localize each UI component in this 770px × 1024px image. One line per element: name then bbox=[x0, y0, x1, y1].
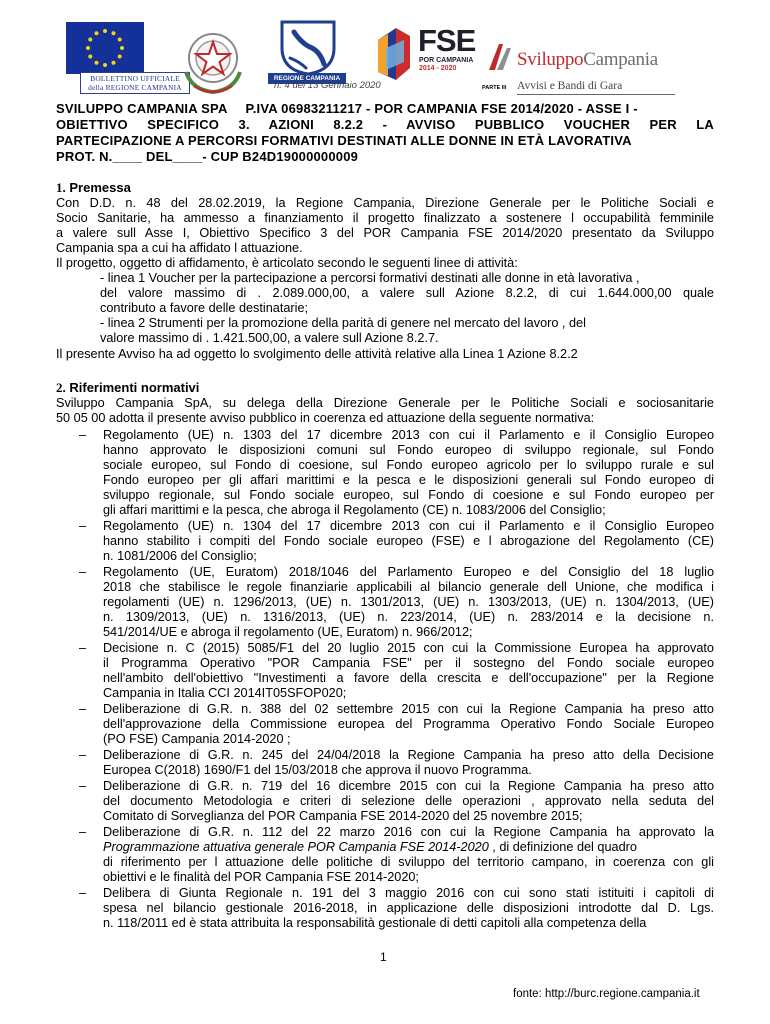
italian-republic-emblem-icon bbox=[172, 22, 254, 98]
page-header bbox=[0, 0, 770, 96]
paragraph-line: - linea 2 Strumenti per la promozione della parità di genere nel mercato del lavoro , del bbox=[100, 316, 586, 330]
paragraph-line: - linea 1 Voucher per la partecipazione a percorsi formativi destinati alle donne in età lavorativa , bbox=[100, 271, 640, 285]
list-item-line: regolamenti (UE) n. 1296/2013, (UE) n. 1301/2013, (UE) n. 1303/2013, (UE) n. 1304/2013, (UE) bbox=[103, 595, 714, 609]
list-item-line: il Programma Operativo "POR Campania FSE" per il sostegno del Fondo sociale europeo bbox=[103, 656, 714, 670]
list-bullet: – bbox=[79, 641, 87, 655]
list-item-line: n. 1081/2006 del Consiglio; bbox=[103, 549, 257, 563]
parte-label: PARTE III bbox=[482, 85, 507, 91]
list-item-line: Fondo europeo per gli affari marittimi e la pesca e le disposizioni generali sul Fondo europeo di bbox=[103, 473, 714, 487]
section-number: 2. bbox=[56, 380, 66, 395]
list-bullet: – bbox=[79, 825, 87, 839]
paragraph-line: Il progetto, oggetto di affidamento, è articolato secondo le seguenti linee di attività: bbox=[56, 256, 518, 270]
paragraph-line: a valere sull Asse I, Obiettivo Specifico 3 del POR Campania FSE 2014/2020 presentato da Sviluppo bbox=[56, 226, 714, 240]
bollettino-line2: della REGIONE CAMPANIA bbox=[88, 83, 182, 92]
list-item-line bbox=[103, 840, 714, 855]
fse-title: FSE bbox=[418, 23, 476, 58]
title-line-2: OBIETTIVO SPECIFICO 3. AZIONI 8.2.2 - AVVISO PUBBLICO VOUCHER PER LA bbox=[56, 117, 714, 132]
campania-word: Campania bbox=[583, 49, 658, 70]
paragraph-line: valore massimo di . 1.421.500,00, a valere sull Azione 8.2.7. bbox=[100, 331, 439, 345]
list-item-line: Deliberazione di G.R. n. 112 del 22 marzo 2016 con cui la Regione Campania ha approvato la bbox=[103, 825, 714, 839]
fse-logo-mark-icon bbox=[374, 22, 414, 84]
paragraph-line: del valore massimo di . 2.089.000,00, a valere sull Azione 8.2.2, di cui 1.644.000,00 quale bbox=[100, 286, 714, 300]
list-bullet: – bbox=[79, 748, 87, 762]
fse-subtitle: POR CAMPANIA bbox=[419, 57, 474, 64]
list-item-line: sociale europeo, sul Fondo di coesione, sul Fondo europeo agricolo per lo sviluppo rurale e sul bbox=[103, 458, 714, 472]
list-item-line: (PO FSE) Campania 2014-2020 ; bbox=[103, 732, 291, 746]
sviluppo-word: Sviluppo bbox=[517, 49, 584, 70]
bollettino-line1: BOLLETTINO UFFICIALE bbox=[90, 74, 180, 83]
regione-campania-label: REGIONE CAMPANIA bbox=[268, 73, 346, 84]
title-company: SVILUPPO CAMPANIA SPA bbox=[56, 101, 228, 116]
list-item-line: spesa nel bilancio gestionale 2016-2018, in applicazione delle disposizioni introdotte dal D. Lgs. bbox=[103, 901, 714, 915]
sviluppo-campania-logo-text bbox=[517, 49, 658, 71]
list-item-line: Decisione n. C (2015) 5085/F1 del 20 luglio 2015 con cui la Commissione Europea ha approvato bbox=[103, 641, 714, 655]
paragraph-line: Il presente Avviso ha ad oggetto lo svolgimento delle attività relative alla Linea 1 Azione 8.2.2 bbox=[56, 347, 578, 361]
italic-document-title: Programmazione attuativa generale POR Campania FSE 2014-2020 bbox=[103, 840, 489, 854]
section-title: Premessa bbox=[69, 180, 131, 195]
list-item-line: Deliberazione di G.R. n. 719 del 16 dicembre 2015 con cui la Regione Campania ha preso atto bbox=[103, 779, 714, 793]
list-item-line: Campania in Italia CCI 2014IT05SFOP020; bbox=[103, 686, 347, 700]
list-item-line: n. 1309/2013, (UE) n. 1316/2013, (UE) n. 223/2014, (UE) n. 283/2014 e la decisione n. bbox=[103, 610, 714, 624]
section-title: Riferimenti normativi bbox=[69, 380, 200, 395]
title-line-1 bbox=[56, 101, 714, 116]
list-item-line: hanno approvato le disposizioni comuni sul Fondo europeo di sviluppo regionale, sul Fondo bbox=[103, 443, 714, 457]
title-line-4: PROT. N.____ DEL____- CUP B24D19000000009 bbox=[56, 149, 359, 164]
sviluppo-campania-mark-icon bbox=[487, 42, 515, 72]
list-item-line: obiettivi e le finalità del POR Campania FSE 2014-2020; bbox=[103, 870, 419, 884]
list-item-line: Comitato di Sorveglianza del POR Campania FSE 2014-2020 del 25 novembre 2015; bbox=[103, 809, 583, 823]
list-item-line: nell'ambito dell'obiettivo "Investimenti a favore della crescita e dell'occupazione" per la Regione bbox=[103, 671, 714, 685]
regione-campania-logo-icon bbox=[272, 18, 344, 76]
eu-flag-icon bbox=[66, 22, 144, 74]
section-heading bbox=[56, 380, 714, 395]
list-item-line: 2018 che stabilisce le regole finanziarie applicabili al bilancio generale dell Unione, che modifica i bbox=[103, 580, 714, 594]
list-bullet: – bbox=[79, 702, 87, 716]
fse-period: 2014 - 2020 bbox=[419, 65, 457, 72]
paragraph-line: Con D.D. n. 48 del 28.02.2019, la Regione Campania, Direzione Generale per le Politiche Sociali e bbox=[56, 196, 714, 210]
paragraph-line: Sviluppo Campania SpA, su delega della Direzione Generale per le Politiche Sociali e sociosanitarie bbox=[56, 396, 714, 410]
section-heading bbox=[56, 180, 714, 195]
avvisi-label: Avvisi e Bandi di Gara bbox=[517, 80, 623, 92]
list-item-line: n. 118/2011 ed è stata attribuita la responsabilità gestionale di detti capitoli alla competenza della bbox=[103, 916, 647, 930]
list-bullet: – bbox=[79, 565, 87, 579]
header-divider bbox=[517, 94, 675, 95]
italic-line-rest: , di definizione del quadro bbox=[488, 840, 637, 854]
paragraph-line: 50 05 00 adotta il presente avviso pubblico in coerenza ed attuazione della seguente normativa: bbox=[56, 411, 595, 425]
title-line-3: PARTECIPAZIONE A PERCORSI FORMATIVI DESTINATI ALLE DONNE IN ETÀ LAVORATIVA bbox=[56, 133, 632, 148]
page-number: 1 bbox=[380, 950, 387, 964]
paragraph-line: Socio Sanitarie, ha ammesso a finanziamento il progetto finalizzato a sostenere l occupabilità femminile bbox=[56, 211, 714, 225]
list-item-line: sviluppo regionale, sul Fondo sociale europeo, sul Fondo di coesione e sul Fondo europeo per bbox=[103, 488, 714, 502]
list-bullet: – bbox=[79, 886, 87, 900]
list-bullet: – bbox=[79, 428, 87, 442]
list-bullet: – bbox=[79, 779, 87, 793]
paragraph-line: contributo a favore delle destinatarie; bbox=[100, 301, 309, 315]
list-item-line: Deliberazione di G.R. n. 245 del 24/04/2018 la Regione Campania ha preso atto della Decisione bbox=[103, 748, 714, 762]
section-number: 1. bbox=[56, 180, 66, 195]
bulletin-issue: n. 4 del 13 Gennaio 2020 bbox=[274, 80, 381, 91]
title-piva: P.IVA 06983211217 - POR CAMPANIA FSE 2014/2020 - ASSE I - bbox=[245, 101, 638, 116]
list-item-line: hanno stabilito i compiti del Fondo sociale europeo (FSE) e l abrogazione del Regolamento (CE) bbox=[103, 534, 714, 548]
list-item-line: Regolamento (UE) n. 1303 del 17 dicembre 2013 con cui il Parlamento e il Consiglio Europeo bbox=[103, 428, 714, 442]
list-item-line: Europea C(2018) 1690/F1 del 15/03/2018 che approva il nuovo Programma. bbox=[103, 763, 532, 777]
list-item-line: di riferimento per l attuazione delle politiche di sviluppo del territorio campano, in coerenza con gli bbox=[103, 855, 714, 869]
list-item-line: Regolamento (UE) n. 1304 del 17 dicembre 2013 con cui il Parlamento e il Consiglio Europeo bbox=[103, 519, 714, 533]
paragraph-line: Campania spa a cui ha affidato l attuazione. bbox=[56, 241, 303, 255]
list-item-line: Regolamento (UE, Euratom) 2018/1046 del Parlamento Europeo e del Consiglio del 18 luglio bbox=[103, 565, 714, 579]
list-item-line: Deliberazione di G.R. n. 388 del 02 settembre 2015 con cui la Regione Campania ha preso atto bbox=[103, 702, 714, 716]
list-item-line: 541/2014/UE e abroga il regolamento (UE, Euratom) n. 966/2012; bbox=[103, 625, 473, 639]
list-item-line: del documento Metodologia e criteri di selezione delle operazioni , approvato nella seduta del bbox=[103, 794, 714, 808]
footer-source: fonte: http://burc.regione.campania.it bbox=[513, 988, 700, 1000]
list-item-line: Delibera di Giunta Regionale n. 191 del 3 maggio 2016 con cui sono stati istituiti i capitoli di bbox=[103, 886, 714, 900]
list-bullet: – bbox=[79, 519, 87, 533]
list-item-line: dell'approvazione della Commissione europea del Programma Operativo Fondo Sociale Europeo bbox=[103, 717, 714, 731]
list-item-line: gli affari marittimi e la pesca, che abroga il Regolamento (CE) n. 1083/2006 del Consiglio; bbox=[103, 503, 606, 517]
